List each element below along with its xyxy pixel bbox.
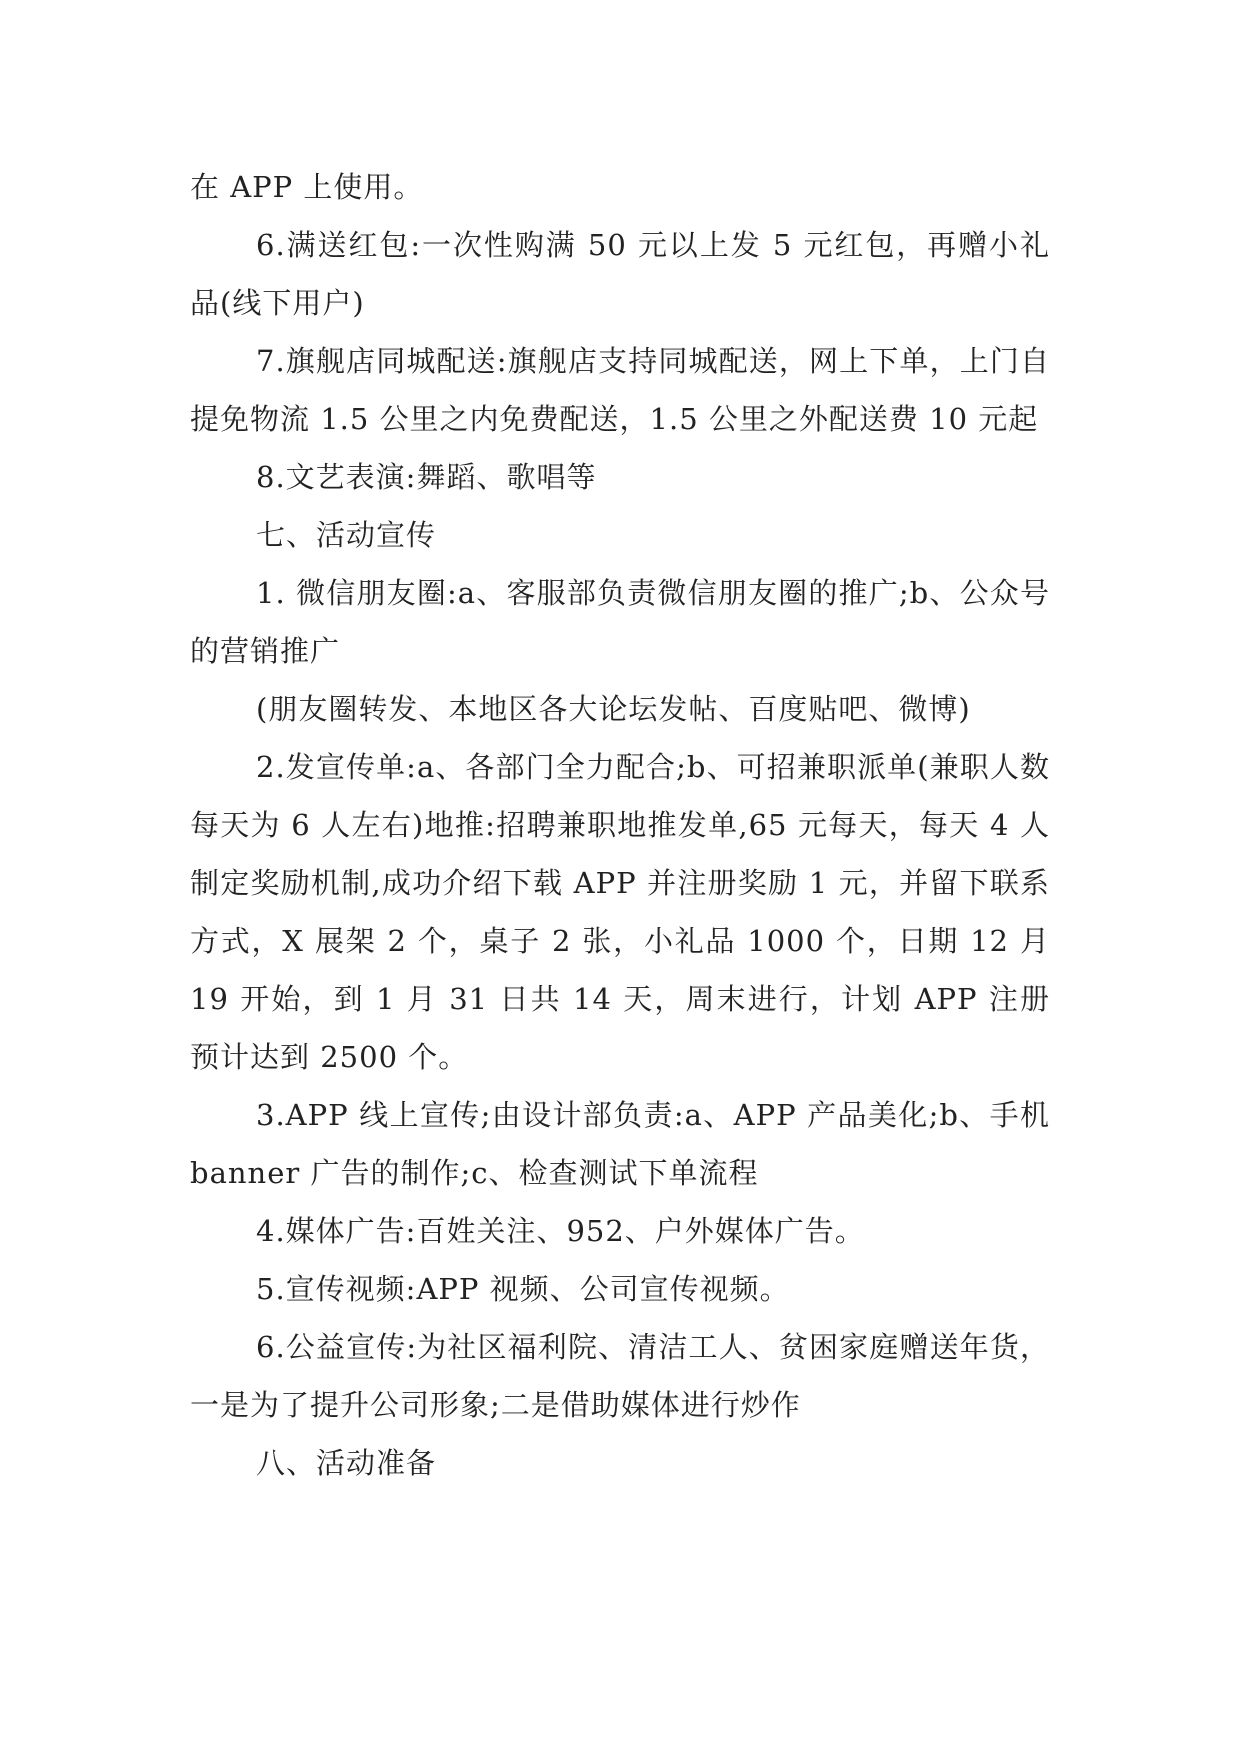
paragraph-promo-2-flyers: 2.发宣传单:a、各部门全力配合;b、可招兼职派单(兼职人数每天为 6 人左右)地推:招聘兼职地推发单,65 元每天，每天 4 人制定奖励机制,成功介绍下载 APP 并注册奖励 1 元，并留下联系方式，X 展架 2 个，桌子 2 张，小礼品 1000 个，日期 12 月 19 开始，到 1 月 31 日共 14 天，周末进行，计划 APP 注册预计达到 2500 个。 bbox=[190, 750, 1050, 1074]
paragraph-promo-5-video: 5.宣传视频:APP 视频、公司宣传视频。 bbox=[256, 1272, 790, 1306]
paragraph-item-8-performance: 8.文艺表演:舞蹈、歌唱等 bbox=[256, 460, 597, 494]
paragraph-promo-3-online: 3.APP 线上宣传;由设计部负责:a、APP 产品美化;b、手机 banner 广告的制作;c、检查测试下单流程 bbox=[190, 1098, 1050, 1190]
paragraph-promo-4-media: 4.媒体广告:百姓关注、952、户外媒体广告。 bbox=[256, 1214, 865, 1248]
document-body bbox=[190, 158, 1050, 1492]
paragraph-promo-1-note: (朋友圈转发、本地区各大论坛发帖、百度贴吧、微博) bbox=[256, 692, 971, 726]
paragraph-item-6-red-packet: 6.满送红包:一次性购满 50 元以上发 5 元红包，再赠小礼品(线下用户) bbox=[190, 228, 1050, 320]
section-heading-promotion: 七、活动宣传 bbox=[256, 518, 437, 552]
paragraph-item-7-delivery: 7.旗舰店同城配送:旗舰店支持同城配送，网上下单，上门自提免物流 1.5 公里之内免费配送，1.5 公里之外配送费 10 元起 bbox=[190, 344, 1050, 436]
paragraph-app-usage: 在 APP 上使用。 bbox=[190, 170, 424, 204]
paragraph-promo-6-charity: 6.公益宣传:为社区福利院、清洁工人、贫困家庭赠送年货，一是为了提升公司形象;二是借助媒体进行炒作 bbox=[190, 1330, 1050, 1422]
paragraph-promo-1-wechat: 1. 微信朋友圈:a、客服部负责微信朋友圈的推广;b、公众号的营销推广 bbox=[190, 576, 1050, 668]
section-heading-preparation: 八、活动准备 bbox=[256, 1446, 437, 1480]
